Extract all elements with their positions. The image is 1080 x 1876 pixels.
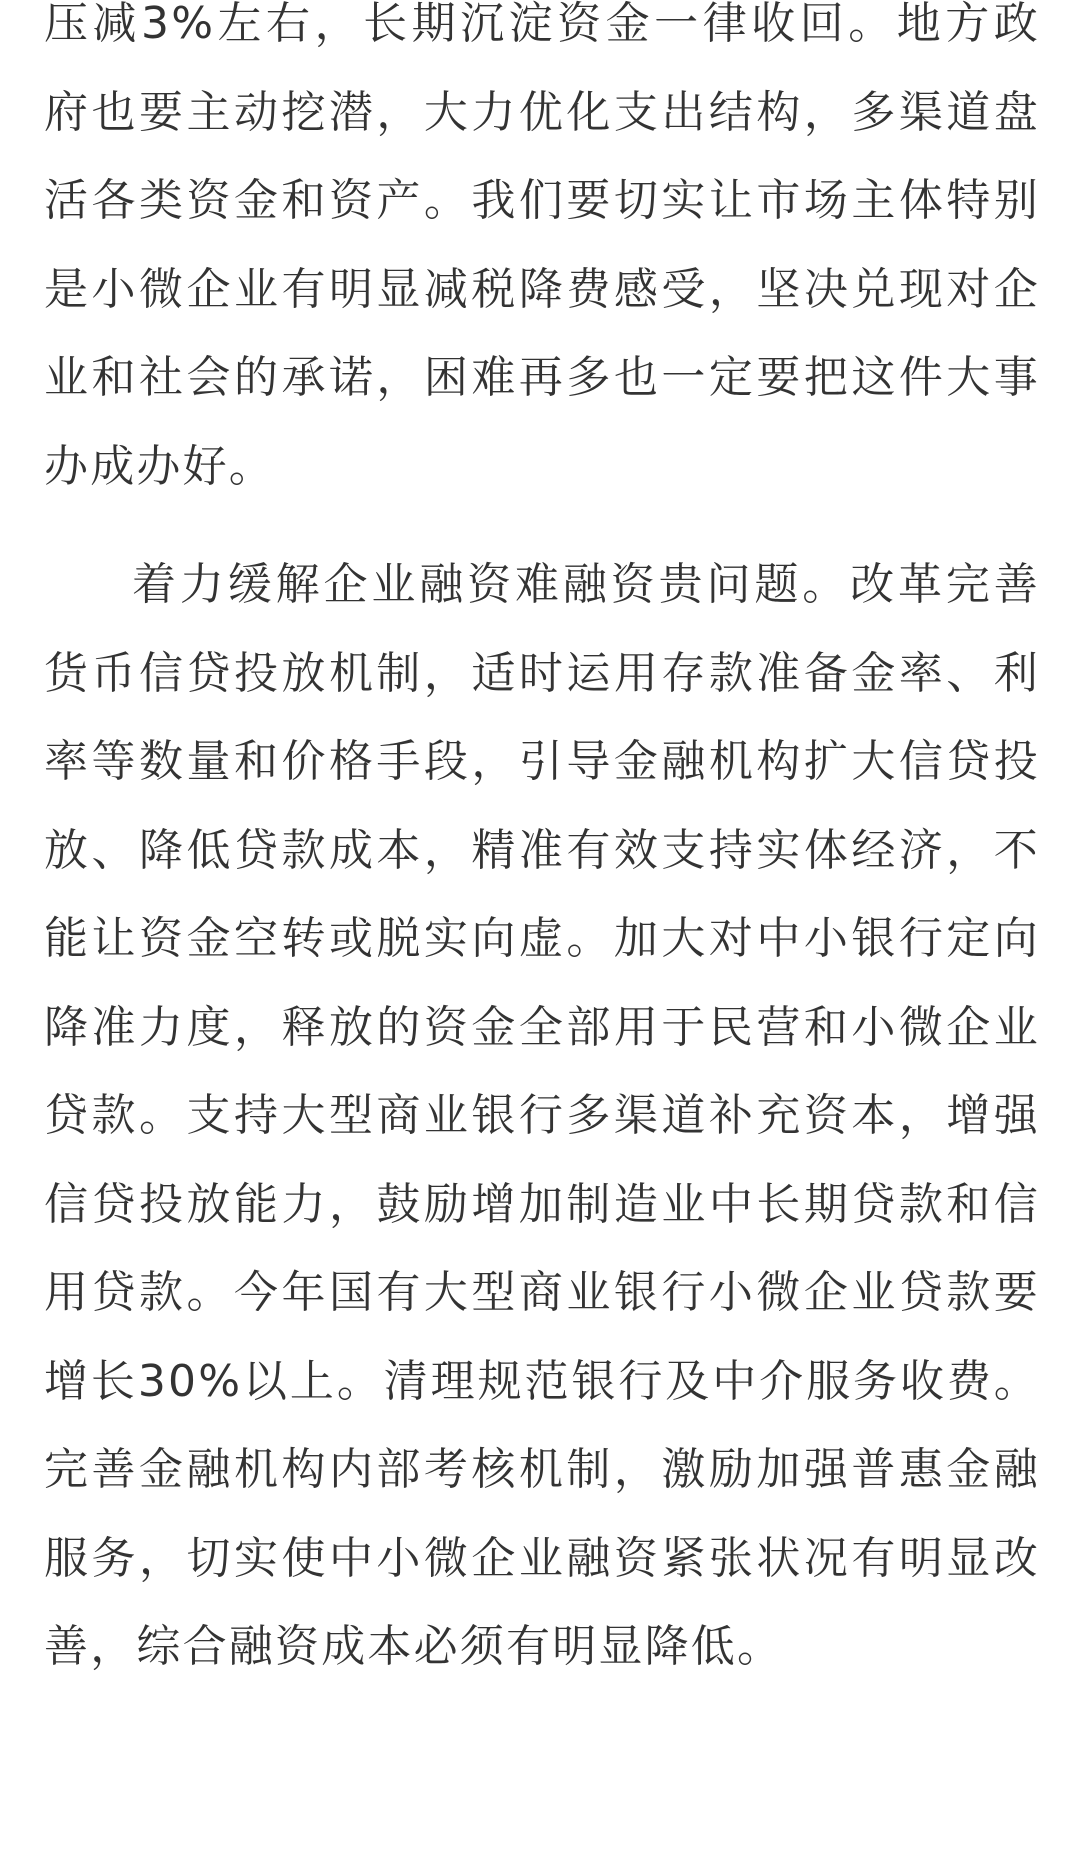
paragraph-financing-costs: 着力缓解企业融资难融资贵问题。改革完善货币信贷投放机制，适时运用存款准备金率、利率等数量和价格手段，引导金融机构扩大信贷投放、降低贷款成本，精准有效支持实体经济，不能让资金空转或脱实向虚。加大对中小银行定向降准力度，释放的资金全部用于民营和小微企业贷款。支持大型商业银行多渠道补充资本，增强信贷投放能力，鼓励增加制造业中长期贷款和信用贷款。今年国有大型商业银行小微企业贷款要增长30%以上。清理规范银行及中介服务收费。完善金融机构内部考核机制，激励加强普惠金融服务，切实使中小微企业融资紧张状况有明显改善，综合融资成本必须有明显降低。 [44,559,1040,1672]
paragraph-tax-cut-continuation: 压减3%左右，长期沉淀资金一律收回。地方政府也要主动挖潜，大力优化支出结构，多渠道盘活各类资金和资产。我们要切实让市场主体特别是小微企业有明显减税降费感受，坚决兑现对企业和社会的承诺，困难再多也一定要把这件大事办成办好。 [44,0,1040,492]
article-body [44,0,1040,1722]
